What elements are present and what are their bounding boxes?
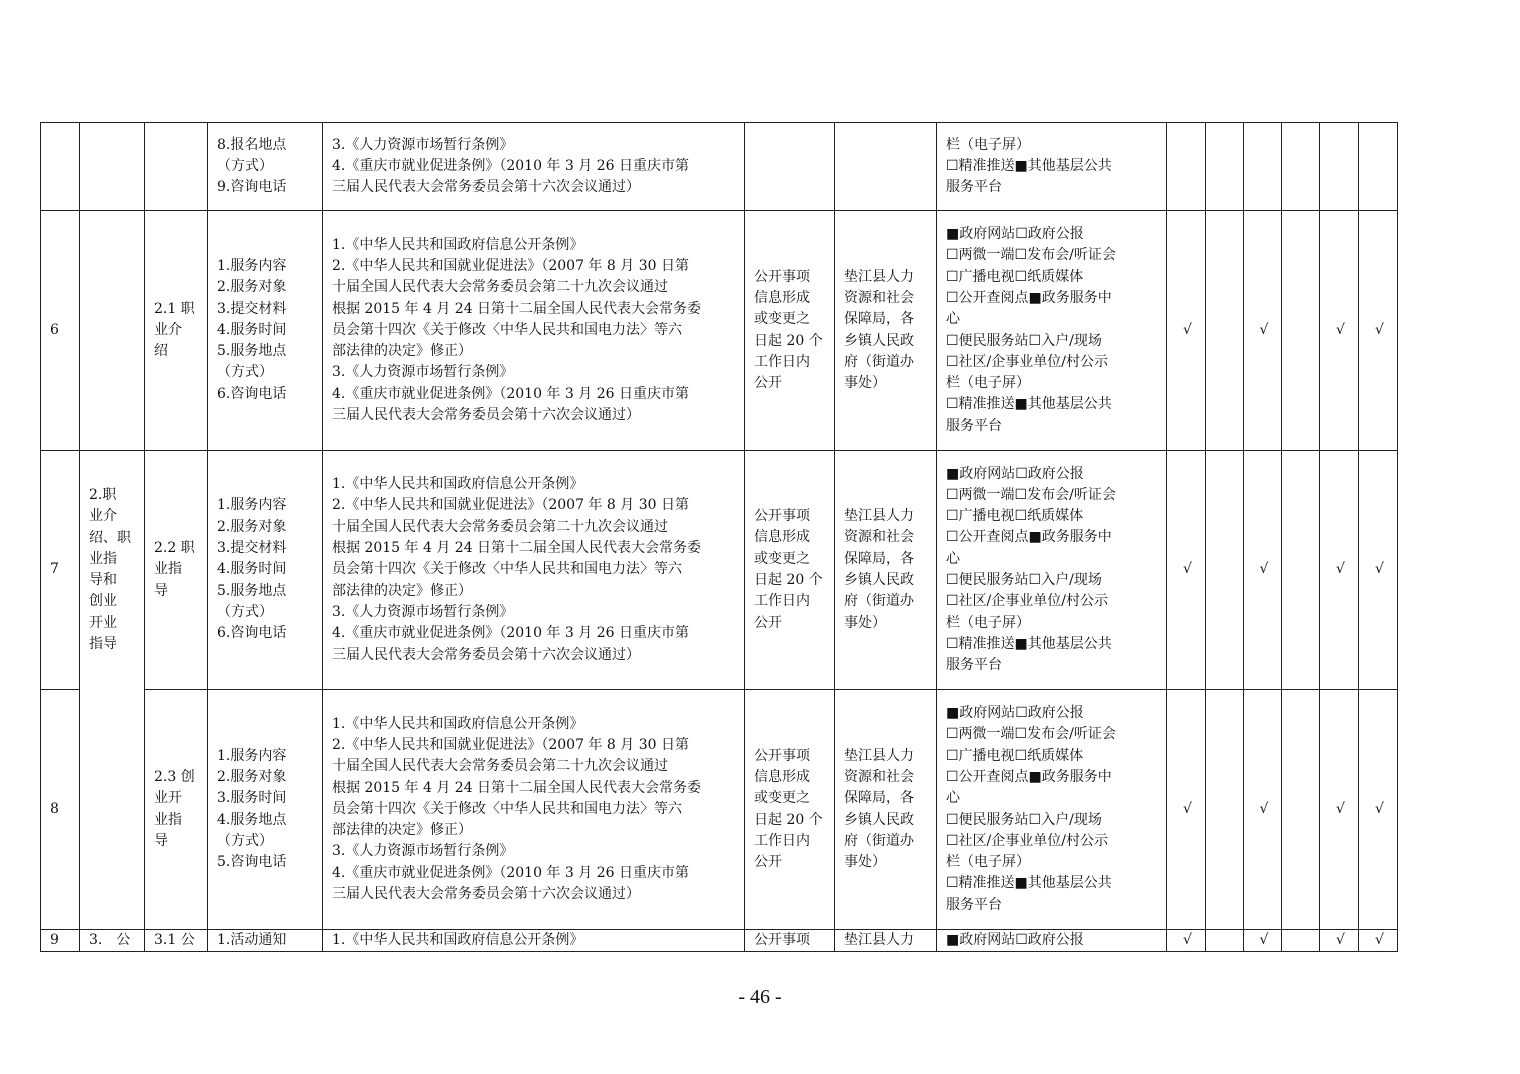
channel-line: ☐便民服务站☐入户/现场 bbox=[946, 572, 1102, 588]
channel-line: 心 bbox=[946, 311, 960, 328]
time-line: 信息形成 bbox=[754, 289, 810, 306]
time-line: 或变更之 bbox=[754, 790, 810, 807]
basis-cell bbox=[323, 211, 745, 451]
check-cell bbox=[1282, 211, 1320, 451]
time-line: 公开事项 bbox=[754, 747, 810, 764]
item-cell bbox=[145, 123, 208, 211]
subject-line: 乡镇人民政 bbox=[844, 811, 914, 828]
basis-line: 十届全国人民代表大会常务委员会第二十九次会议通过 bbox=[332, 518, 668, 535]
channel-line: ☐精准推送■其他基层公共 bbox=[946, 157, 1112, 174]
content-line: （方式） bbox=[217, 157, 273, 174]
time-line: 信息形成 bbox=[754, 529, 810, 546]
basis-line: 2.《中华人民共和国就业促进法》（2007 年 8 月 30 日第 bbox=[332, 257, 689, 274]
category-cell bbox=[80, 123, 145, 211]
content-line: 2.服务对象 bbox=[217, 279, 287, 296]
basis-line: 员会第十四次《关于修改〈中华人民共和国电力法〉等六 bbox=[332, 321, 682, 338]
subject-line: 垫江县人力 bbox=[844, 747, 914, 764]
time-line: 或变更之 bbox=[754, 550, 810, 567]
basis-line: 4.《重庆市就业促进条例》（2010 年 3 月 26 日重庆市第 bbox=[332, 385, 689, 402]
category-line: 创业 bbox=[89, 593, 117, 610]
subject-line: 乡镇人民政 bbox=[844, 572, 914, 588]
table-row bbox=[41, 451, 1398, 690]
item-line: 导 bbox=[154, 832, 168, 849]
channel-line: ☐两微一端☐发布会/听证会 bbox=[946, 247, 1116, 264]
basis-cell bbox=[323, 930, 745, 952]
category-line: 绍、职 bbox=[89, 529, 131, 546]
content-line: 2.服务对象 bbox=[217, 518, 287, 535]
channel-line: ■政府网站☐政府公报 bbox=[946, 932, 1084, 948]
subject-line: 府（街道办 bbox=[844, 353, 914, 370]
check-cell: √ bbox=[1167, 930, 1206, 952]
check-cell: √ bbox=[1320, 211, 1359, 451]
check-cell: √ bbox=[1244, 930, 1282, 952]
check-cell bbox=[1320, 123, 1359, 211]
item-line: 业介 bbox=[154, 321, 182, 338]
basis-line: 3.《人力资源市场暂行条例》 bbox=[332, 364, 514, 381]
content-cell bbox=[208, 690, 323, 930]
item-line: 导 bbox=[154, 582, 168, 599]
basis-line: 三届人民代表大会常务委员会第十六次会议通过） bbox=[332, 646, 640, 663]
category-cell bbox=[80, 211, 145, 451]
basis-line: 三届人民代表大会常务委员会第十六次会议通过） bbox=[332, 886, 640, 903]
basis-line: 1.《中华人民共和国政府信息公开条例》 bbox=[332, 715, 584, 732]
channel-line: 栏（电子屏） bbox=[946, 614, 1030, 631]
channels-cell bbox=[937, 930, 1167, 952]
content-line: 1.服务内容 bbox=[217, 497, 287, 514]
check-cell bbox=[1206, 211, 1244, 451]
content-cell bbox=[208, 211, 323, 451]
check-cell bbox=[1206, 451, 1244, 690]
basis-line: 三届人民代表大会常务委员会第十六次会议通过） bbox=[332, 407, 640, 424]
category-line: 业介 bbox=[89, 508, 117, 525]
time-line: 日起 20 个 bbox=[754, 332, 823, 349]
basis-line: 根据 2015 年 4 月 24 日第十二届全国人民代表大会常务委 bbox=[332, 779, 702, 796]
time-cell bbox=[745, 451, 835, 690]
subject-line: 保障局，各 bbox=[844, 790, 914, 807]
channel-line: ■政府网站☐政府公报 bbox=[946, 226, 1084, 243]
channel-line: 服务平台 bbox=[946, 417, 1002, 434]
basis-line: 部法律的决定》修正） bbox=[332, 822, 472, 839]
subject-cell bbox=[835, 123, 937, 211]
check-cell bbox=[1167, 123, 1206, 211]
check-cell: √ bbox=[1320, 690, 1359, 930]
channel-line: ☐精准推送■其他基层公共 bbox=[946, 875, 1112, 892]
check-cell bbox=[1282, 690, 1320, 930]
subject-line: 资源和社会 bbox=[844, 529, 914, 546]
channel-line: ☐广播电视☐纸质媒体 bbox=[946, 268, 1084, 285]
basis-line: 三届人民代表大会常务委员会第十六次会议通过） bbox=[332, 179, 640, 196]
check-cell: √ bbox=[1167, 451, 1206, 690]
channel-line: ☐公开查阅点■政务服务中 bbox=[946, 529, 1112, 546]
time-line: 工作日内 bbox=[754, 832, 810, 849]
check-cell: √ bbox=[1244, 451, 1282, 690]
row-number: 6 bbox=[41, 211, 80, 451]
item-line: 2.3 创 bbox=[154, 768, 195, 785]
item-cell bbox=[145, 211, 208, 451]
table-row bbox=[41, 123, 1398, 211]
channel-line: ☐两微一端☐发布会/听证会 bbox=[946, 726, 1116, 743]
content-cell bbox=[208, 123, 323, 211]
item-line: 2.2 职 bbox=[154, 540, 195, 557]
content-line: 5.服务地点 bbox=[217, 582, 287, 599]
basis-line: 2.《中华人民共和国就业促进法》（2007 年 8 月 30 日第 bbox=[332, 736, 689, 753]
time-line: 工作日内 bbox=[754, 593, 810, 610]
channel-line: 栏（电子屏） bbox=[946, 136, 1030, 153]
content-line: 9.咨询电话 bbox=[217, 179, 287, 196]
basis-cell bbox=[323, 123, 745, 211]
basis-line: 4.《重庆市就业促进条例》（2010 年 3 月 26 日重庆市第 bbox=[332, 157, 689, 174]
check-cell: √ bbox=[1244, 211, 1282, 451]
time-line: 公开 bbox=[754, 375, 782, 392]
check-cell bbox=[1206, 930, 1244, 952]
check-cell bbox=[1282, 930, 1320, 952]
row-number: 9 bbox=[41, 930, 80, 952]
basis-line: 1.《中华人民共和国政府信息公开条例》 bbox=[332, 932, 584, 948]
time-line: 信息形成 bbox=[754, 768, 810, 785]
content-line: 6.咨询电话 bbox=[217, 385, 287, 402]
basis-line: 1.《中华人民共和国政府信息公开条例》 bbox=[332, 236, 584, 253]
channel-line: 栏（电子屏） bbox=[946, 375, 1030, 392]
check-cell: √ bbox=[1167, 690, 1206, 930]
category-line: 2.职 bbox=[89, 487, 117, 503]
basis-cell bbox=[323, 690, 745, 930]
content-line: 5.咨询电话 bbox=[217, 854, 287, 871]
channel-line: ■政府网站☐政府公报 bbox=[946, 705, 1084, 722]
channel-line: 栏（电子屏） bbox=[946, 854, 1030, 871]
row-number: 7 bbox=[41, 451, 80, 690]
channel-line: 服务平台 bbox=[946, 657, 1002, 674]
basis-line: 十届全国人民代表大会常务委员会第二十九次会议通过 bbox=[332, 279, 668, 296]
check-cell bbox=[1206, 690, 1244, 930]
content-line: （方式） bbox=[217, 364, 273, 381]
basis-line: 3.《人力资源市场暂行条例》 bbox=[332, 603, 514, 620]
channels-cell bbox=[937, 211, 1167, 451]
channel-line: ☐社区/企事业单位/村公示 bbox=[946, 593, 1108, 610]
subject-cell bbox=[835, 211, 937, 451]
channel-line: ☐便民服务站☐入户/现场 bbox=[946, 332, 1102, 349]
channel-line: ■政府网站☐政府公报 bbox=[946, 465, 1084, 482]
channel-line: ☐精准推送■其他基层公共 bbox=[946, 635, 1112, 652]
subject-line: 事处） bbox=[844, 614, 886, 631]
subject-line: 资源和社会 bbox=[844, 289, 914, 306]
time-cell bbox=[745, 123, 835, 211]
time-cell bbox=[745, 690, 835, 930]
subject-line: 垫江县人力 bbox=[844, 268, 914, 285]
channel-line: ☐精准推送■其他基层公共 bbox=[946, 396, 1112, 413]
check-cell bbox=[1359, 123, 1398, 211]
subject-line: 垫江县人力 bbox=[844, 932, 914, 948]
content-cell bbox=[208, 930, 323, 952]
channel-line: ☐公开查阅点■政务服务中 bbox=[946, 289, 1112, 306]
basis-line: 员会第十四次《关于修改〈中华人民共和国电力法〉等六 bbox=[332, 800, 682, 817]
channel-line: 心 bbox=[946, 790, 960, 807]
check-cell: √ bbox=[1320, 930, 1359, 952]
content-line: 1.服务内容 bbox=[217, 257, 287, 274]
content-line: （方式） bbox=[217, 832, 273, 849]
subject-line: 乡镇人民政 bbox=[844, 332, 914, 349]
time-line: 或变更之 bbox=[754, 311, 810, 328]
channel-line: ☐两微一端☐发布会/听证会 bbox=[946, 486, 1116, 503]
content-line: 4.服务时间 bbox=[217, 561, 287, 578]
content-line: 6.咨询电话 bbox=[217, 625, 287, 642]
category-cell bbox=[80, 930, 145, 952]
page-number: - 46 - bbox=[738, 986, 782, 1008]
basis-line: 1.《中华人民共和国政府信息公开条例》 bbox=[332, 476, 584, 493]
time-line: 日起 20 个 bbox=[754, 811, 823, 828]
time-line: 公开事项 bbox=[754, 932, 810, 948]
check-cell bbox=[1282, 451, 1320, 690]
check-cell: √ bbox=[1244, 690, 1282, 930]
time-line: 公开 bbox=[754, 614, 782, 631]
channels-cell bbox=[937, 690, 1167, 930]
channel-line: ☐广播电视☐纸质媒体 bbox=[946, 508, 1084, 525]
channel-line: ☐广播电视☐纸质媒体 bbox=[946, 747, 1084, 764]
category-line: 导和 bbox=[89, 572, 117, 589]
subject-line: 保障局，各 bbox=[844, 550, 914, 567]
subject-line: 府（街道办 bbox=[844, 832, 914, 849]
channel-line: 心 bbox=[946, 550, 960, 567]
basis-line: 员会第十四次《关于修改〈中华人民共和国电力法〉等六 bbox=[332, 561, 682, 578]
category-line: 开业 bbox=[89, 614, 117, 631]
category-line: 3. 公 bbox=[89, 932, 131, 948]
content-line: 4.服务地点 bbox=[217, 811, 287, 828]
disclosure-table bbox=[40, 122, 1398, 952]
content-line: （方式） bbox=[217, 603, 273, 620]
category-cell bbox=[80, 451, 145, 930]
check-cell bbox=[1206, 123, 1244, 211]
subject-line: 保障局，各 bbox=[844, 311, 914, 328]
time-cell bbox=[745, 930, 835, 952]
channels-cell bbox=[937, 123, 1167, 211]
content-line: 5.服务地点 bbox=[217, 343, 287, 360]
table-row bbox=[41, 690, 1398, 930]
check-cell: √ bbox=[1359, 451, 1398, 690]
check-cell: √ bbox=[1359, 211, 1398, 451]
channels-cell bbox=[937, 451, 1167, 690]
content-line: 3.提交材料 bbox=[217, 540, 287, 557]
subject-cell bbox=[835, 451, 937, 690]
item-line: 业指 bbox=[154, 561, 182, 578]
channel-line: 服务平台 bbox=[946, 179, 1002, 196]
check-cell bbox=[1244, 123, 1282, 211]
basis-line: 2.《中华人民共和国就业促进法》（2007 年 8 月 30 日第 bbox=[332, 497, 689, 514]
item-line: 绍 bbox=[154, 343, 168, 360]
basis-line: 十届全国人民代表大会常务委员会第二十九次会议通过 bbox=[332, 758, 668, 775]
check-cell: √ bbox=[1320, 451, 1359, 690]
check-cell: √ bbox=[1167, 211, 1206, 451]
content-line: 4.服务时间 bbox=[217, 321, 287, 338]
item-line: 2.1 职 bbox=[154, 300, 195, 317]
item-line: 业指 bbox=[154, 811, 182, 828]
subject-line: 府（街道办 bbox=[844, 593, 914, 610]
subject-line: 资源和社会 bbox=[844, 768, 914, 785]
content-cell bbox=[208, 451, 323, 690]
basis-line: 根据 2015 年 4 月 24 日第十二届全国人民代表大会常务委 bbox=[332, 540, 702, 557]
channel-line: ☐公开查阅点■政务服务中 bbox=[946, 768, 1112, 785]
basis-cell bbox=[323, 451, 745, 690]
table-row bbox=[41, 211, 1398, 451]
item-line: 3.1 公 bbox=[154, 932, 195, 948]
time-line: 工作日内 bbox=[754, 353, 810, 370]
item-cell bbox=[145, 451, 208, 690]
row-number bbox=[41, 123, 80, 211]
table-row bbox=[41, 930, 1398, 952]
check-cell: √ bbox=[1359, 690, 1398, 930]
subject-cell bbox=[835, 690, 937, 930]
time-line: 公开事项 bbox=[754, 268, 810, 285]
time-cell bbox=[745, 211, 835, 451]
basis-line: 部法律的决定》修正） bbox=[332, 343, 472, 360]
subject-line: 事处） bbox=[844, 854, 886, 871]
channel-line: 服务平台 bbox=[946, 896, 1002, 913]
basis-line: 部法律的决定》修正） bbox=[332, 582, 472, 599]
content-line: 3.提交材料 bbox=[217, 300, 287, 317]
basis-line: 4.《重庆市就业促进条例》（2010 年 3 月 26 日重庆市第 bbox=[332, 864, 689, 881]
content-line: 3.服务时间 bbox=[217, 790, 287, 807]
channel-line: ☐社区/企事业单位/村公示 bbox=[946, 353, 1108, 370]
row-number: 8 bbox=[41, 690, 80, 930]
category-line: 指导 bbox=[89, 636, 117, 653]
content-line: 1.服务内容 bbox=[217, 747, 287, 764]
content-line: 2.服务对象 bbox=[217, 768, 287, 785]
check-cell: √ bbox=[1359, 930, 1398, 952]
basis-line: 3.《人力资源市场暂行条例》 bbox=[332, 843, 514, 860]
time-line: 日起 20 个 bbox=[754, 572, 823, 588]
subject-line: 事处） bbox=[844, 375, 886, 392]
item-cell bbox=[145, 690, 208, 930]
check-cell bbox=[1282, 123, 1320, 211]
channel-line: ☐便民服务站☐入户/现场 bbox=[946, 811, 1102, 828]
category-line: 业指 bbox=[89, 550, 117, 567]
table-body bbox=[41, 123, 1398, 952]
basis-line: 4.《重庆市就业促进条例》（2010 年 3 月 26 日重庆市第 bbox=[332, 625, 689, 642]
channel-line: ☐社区/企事业单位/村公示 bbox=[946, 832, 1108, 849]
content-line: 1.活动通知 bbox=[217, 932, 287, 948]
subject-cell bbox=[835, 930, 937, 952]
item-cell bbox=[145, 930, 208, 952]
content-line: 8.报名地点 bbox=[217, 136, 287, 153]
subject-line: 垫江县人力 bbox=[844, 508, 914, 525]
basis-line: 根据 2015 年 4 月 24 日第十二届全国人民代表大会常务委 bbox=[332, 300, 702, 317]
time-line: 公开事项 bbox=[754, 508, 810, 525]
item-line: 业开 bbox=[154, 790, 182, 807]
time-line: 公开 bbox=[754, 854, 782, 871]
basis-line: 3.《人力资源市场暂行条例》 bbox=[332, 136, 514, 153]
